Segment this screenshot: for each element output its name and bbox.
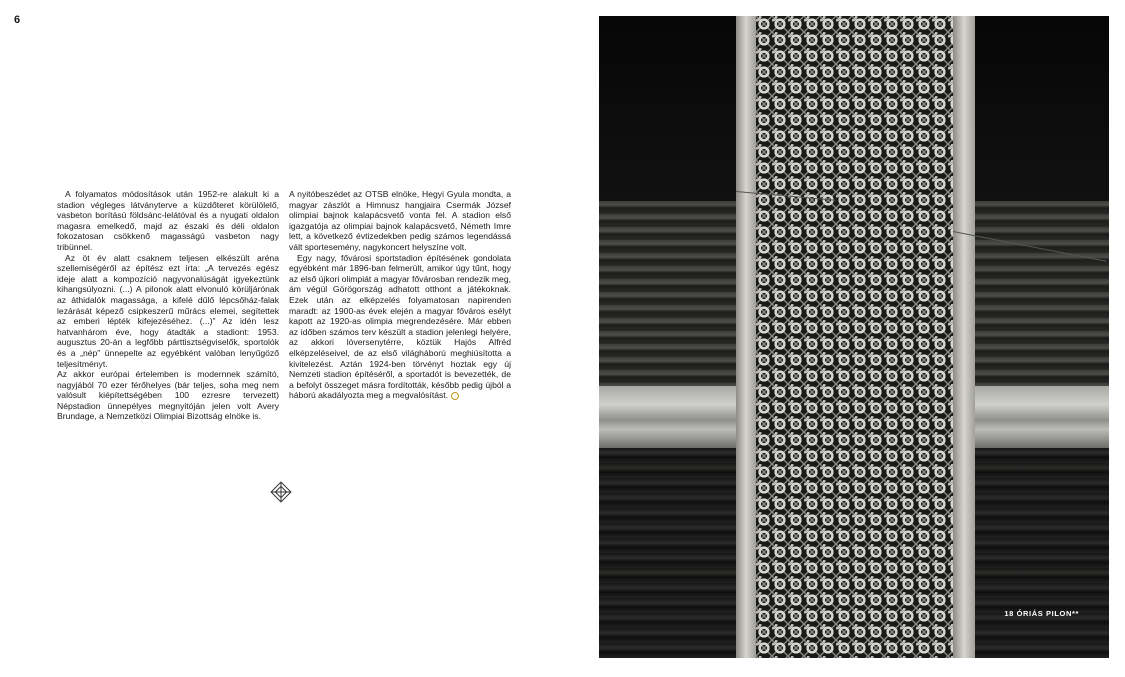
paragraph: A folyamatos módosítások után 1952-re alakult ki a stadion végleges látványterve a küzdőteret körülölelő, vasbeton borítású földsánc-lelátóval és a nyugati oldalon magasra emelkedő, majd az északi és déli oldalon fokozatosan csökkenő magasságú vasbeton nagy tribünnel. bbox=[57, 189, 279, 252]
pillar-edge-right bbox=[953, 16, 975, 658]
pillar-edge-left bbox=[736, 16, 756, 658]
page-number: 6 bbox=[14, 14, 21, 26]
paragraph-text: Egy nagy, fővárosi sportstadion építésének gondolata egyébként már 1896-ban felmerült, amikor úgy tűnt, hogy az első újkori olimpiát a magyar fővárosban rendezik meg, ám végül Görögország adhatott otthont a játékoknak. Ezek után az elképzelés folyamatosan napirenden maradt: az 1900-as évek elején a magyar főváros esélyt kapott az 1920-as olimpia megrendezésére. Már ebben az időben számos terv készült a stadion jelenlegi helyére, az akkori lóversenytérre, köztük Hajós Alfréd elképzeléseivel, de az első világháború meghiúsította a kivitelezést. Aztán 1924-ben törvényt hoztak egy új Nemzeti stadion építéséről, a sportadót is bevezették, de a befolyt összeget másra fordították, később pedig újból a háború akadályozta meg a megvalósítást. bbox=[289, 252, 511, 401]
diamond-lattice-icon bbox=[270, 481, 292, 503]
circle-end-icon bbox=[451, 392, 459, 400]
text-column-right bbox=[289, 189, 511, 401]
photo-rail-right bbox=[975, 386, 1109, 448]
paragraph bbox=[289, 253, 511, 401]
paragraph: Az öt év alatt csaknem teljesen elkészült aréna szellemiségéről az építész ezt írta: „A tervezés egész ideje alatt a kompozíció nagyvonalúságát igyekeztünk kihangsúlyozni. (...) A pilonok alatt elvonuló körüljárónak az áthidalók magassága, a kifelé dűlő lépcsőház-falak lezárását képező csipkeszerű műrács elemei, segítettek az emberi lépték kifejezéséhez. (...)” Az idén lesz hatvanhárom éve, hogy átadták a stadiont: 1953. augusztus 20-án a legfőbb párttisztségviselők, sportolók és a „nép” ünnepelte az egyébként valóban lenyűgöző teljesítményt. bbox=[57, 252, 279, 369]
text-column-left bbox=[57, 189, 279, 422]
photo-lower-stands-left bbox=[599, 448, 736, 658]
photo-caption: 18 ÓRIÁS PILON** bbox=[1004, 609, 1079, 618]
paragraph: A nyitóbeszédet az OTSB elnöke, Hegyi Gyula mondta, a magyar zászlót a Himnusz hangjaira Csermák József olimpiai bajnok kalapácsvető vonta fel. A stadion első igazgatója az olimpiai bajnok kalapácsvető, Németh Imre lett, a következő évtizedekben pedig számos legendássá vált sportesemény, nagykoncert helyszíne volt. bbox=[289, 189, 511, 252]
photo-lower-stands-right bbox=[975, 448, 1109, 658]
stadium-pillar-photo bbox=[599, 16, 1109, 658]
photo-stands-left bbox=[599, 201, 736, 386]
paragraph: Az akkor európai értelemben is modernnek számító, nagyjából 70 ezer férőhelyes (bár teljes, soha meg nem valósult kiépítettségében 100 ezresre tervezett) Népstadion ünnepélyes megnyitóján jelen volt Avery Brundage, a Nemzetközi Olimpiai Bizottság elnöke is. bbox=[57, 369, 279, 422]
photo-rail-left bbox=[599, 386, 736, 448]
photo-stands-right bbox=[975, 201, 1109, 386]
pillar-lattice bbox=[756, 16, 953, 658]
